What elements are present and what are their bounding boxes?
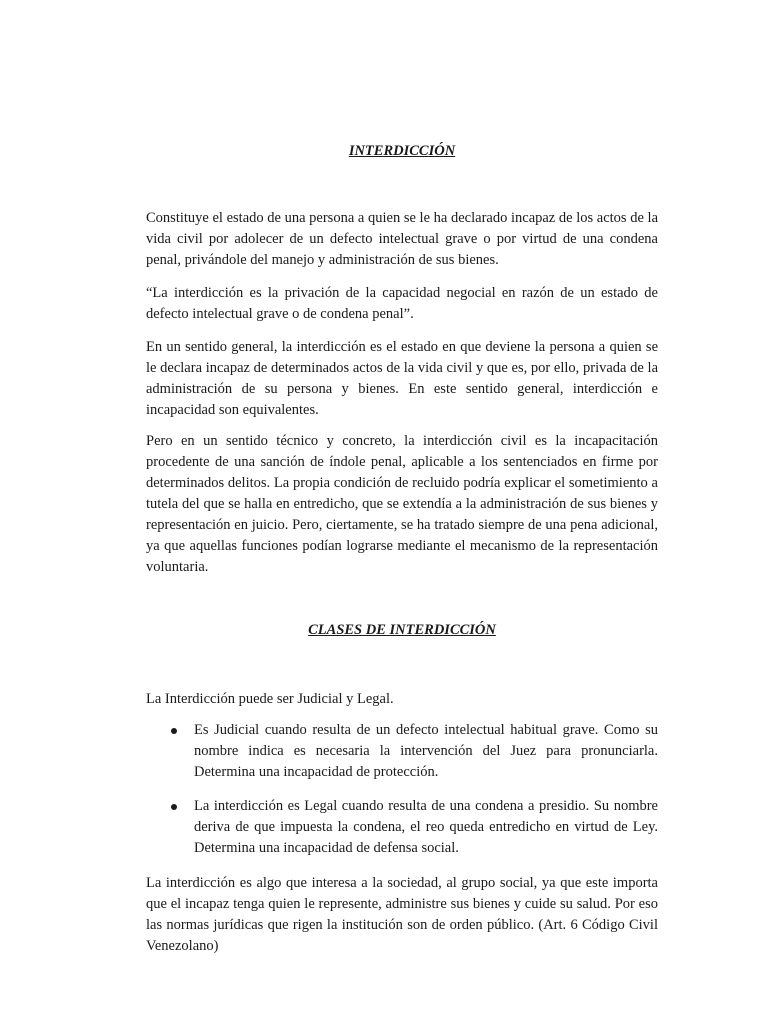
paragraph-general-sense: En un sentido general, la interdicción es el estado en que deviene la persona a quien se le declara incapaz de determinados actos de la vida civil y que es, por ello, privada de la administración de su persona y bienes. En este sentido general, interdicción e incapacidad son equivalentes. — [146, 339, 658, 418]
section-intro: La Interdicción puede ser Judicial y Legal. — [146, 691, 394, 707]
list-item — [146, 720, 658, 783]
paragraph-quote: “La interdicción es la privación de la capacidad negocial en razón de un estado de defecto intelectual grave o de condena penal”. — [146, 285, 658, 322]
paragraph-definition: Constituye el estado de una persona a quien se le ha declarado incapaz de los actos de la vida civil por adolecer de un defecto intelectual grave o por virtud de una condena penal, privándole del manejo y administración de sus bienes. — [146, 210, 658, 268]
section-title: CLASES DE INTERDICCIÓN — [308, 622, 496, 638]
list-item-text: Es Judicial cuando resulta de un defecto intelectual habitual grave. Como su nombre indica es necesaria la intervención del Juez para pronunciarla. Determina una incapacidad de protección. — [194, 722, 658, 780]
bullet-list — [146, 720, 658, 872]
list-item-text: La interdicción es Legal cuando resulta de una condena a presidio. Su nombre deriva de que impuesta la condena, el reo queda entredicho en virtud de Ley. Determina una incapacidad de defensa social. — [194, 798, 658, 856]
bullet-icon — [171, 804, 177, 810]
paragraph-technical-sense: Pero en un sentido técnico y concreto, la interdicción civil es la incapacitación procedente de una sanción de índole penal, aplicable a los sentenciados en firme por determinados delitos. La propia condición de recluido podría explicar el sometimiento a tutela del que se halla en entredicho, que se extendía a la administración de sus bienes y representación en juicio. Pero, ciertamente, se ha tratado siempre de una pena adicional, ya que aquellas funciones podían lograrse mediante el mecanismo de la representación voluntaria. — [146, 433, 658, 575]
bullet-icon — [171, 728, 177, 734]
list-item — [146, 796, 658, 859]
paragraph-closing: La interdicción es algo que interesa a la sociedad, al grupo social, ya que este importa que el incapaz tenga quien le represente, administre sus bienes y cuide su salud. Por eso las normas jurídicas que rigen la institución son de orden público. (Art. 6 Código Civil Venezolano) — [146, 875, 658, 954]
page-title: INTERDICCIÓN — [348, 143, 456, 159]
